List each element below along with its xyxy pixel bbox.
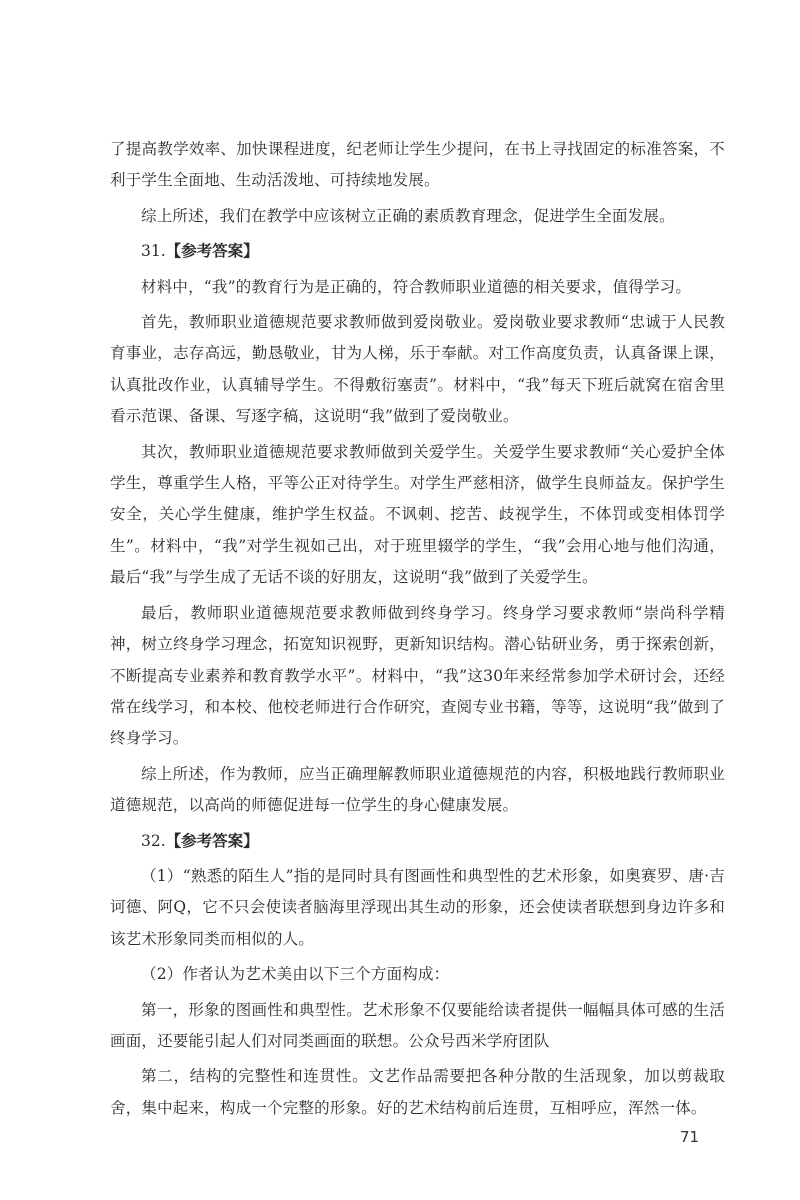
heading-number: 31. — [141, 242, 166, 261]
paragraph-0: 了提高教学效率、加快课程进度，纪老师让学生少提问，在书上寻找固定的标准答案，不利于学生全面地、生动活泼地、可持续地发展。 — [110, 140, 725, 190]
paragraph-9: 第一，形象的图画性和典型性。艺术形象不仅要能给读者提供一幅幅具体可感的生活画面，还要能引起人们对同类画面的联想。公众号西米学府团队 — [110, 1000, 725, 1050]
heading-label: 【参考答案】 — [165, 831, 259, 850]
paragraph-6: 综上所述，作为教师，应当正确理解教师职业道德规范的内容，积极地践行教师职业道德规范，以高尚的师德促进每一位学生的身心健康发展。 — [110, 764, 725, 815]
paragraph-10: 第二，结构的完整性和连贯性。文艺作品需要把各种分散的生活现象，加以剪裁取舍，集中起来，构成一个完整的形象。好的艺术结构前后连贯，互相呼应，浑然一体。 — [110, 1067, 725, 1117]
answer-heading-32 — [110, 826, 725, 857]
page-content — [110, 134, 725, 1124]
page-number: 71 — [680, 1128, 700, 1146]
answer-heading-31 — [110, 236, 725, 267]
heading-number: 32. — [141, 831, 166, 850]
paragraph-7: （1）“熟悉的陌生人”指的是同时具有图画性和典型性的艺术形象，如奥赛罗、唐·吉诃德、阿Q，它不只会使读者脑海里浮现出其生动的形象，还会使读者联想到身边许多和该艺术形象同类而相似的人。 — [110, 866, 725, 948]
paragraph-2: 材料中，“我”的教育行为是正确的，符合教师职业道德的相关要求，值得学习。 — [141, 277, 692, 296]
heading-label: 【参考答案】 — [165, 242, 259, 261]
paragraph-3: 首先，教师职业道德规范要求教师做到爱岗敬业。爱岗敬业要求教师“忠诚于人民教育事业，志存高远，勤恳敬业，甘为人梯，乐于奉献。对工作高度负责，认真备课上课，认真批改作业，认真辅导学生。不得敷衍塞责”。材料中，“我”每天下班后就窝在宿舍里看示范课、备课、写逐字稿，这说明“我”做到了爱岗敬业。 — [110, 313, 725, 426]
paragraph-5: 最后，教师职业道德规范要求教师做到终身学习。终身学习要求教师“崇尚科学精神，树立终身学习理念，拓宽知识视野，更新知识结构。潜心钻研业务，勇于探索创新，不断提高专业素养和教育教学水平”。材料中，“我”这30年来经常参加学术研讨会，还经常在线学习，和本校、他校老师进行合作研究，查阅专业书籍，等等，这说明“我”做到了终身学习。 — [110, 603, 725, 748]
paragraph-4: 其次，教师职业道德规范要求教师做到关爱学生。关爱学生要求教师“关心爱护全体学生，尊重学生人格，平等公正对待学生。对学生严慈相济，做学生良师益友。保护学生安全，关心学生健康，维护学生权益。不讽刺、挖苦、歧视学生，不体罚或变相体罚学生”。材料中，“我”对学生视如己出，对于班里辍学的学生，“我”会用心地与他们沟通，最后“我”与学生成了无话不谈的好朋友，这说明“我”做到了关爱学生。 — [110, 442, 725, 587]
paragraph-1: 综上所述，我们在教学中应该树立正确的素质教育理念，促进学生全面发展。 — [141, 206, 675, 225]
paragraph-8: （2）作者认为艺术美由以下三个方面构成： — [141, 965, 450, 984]
